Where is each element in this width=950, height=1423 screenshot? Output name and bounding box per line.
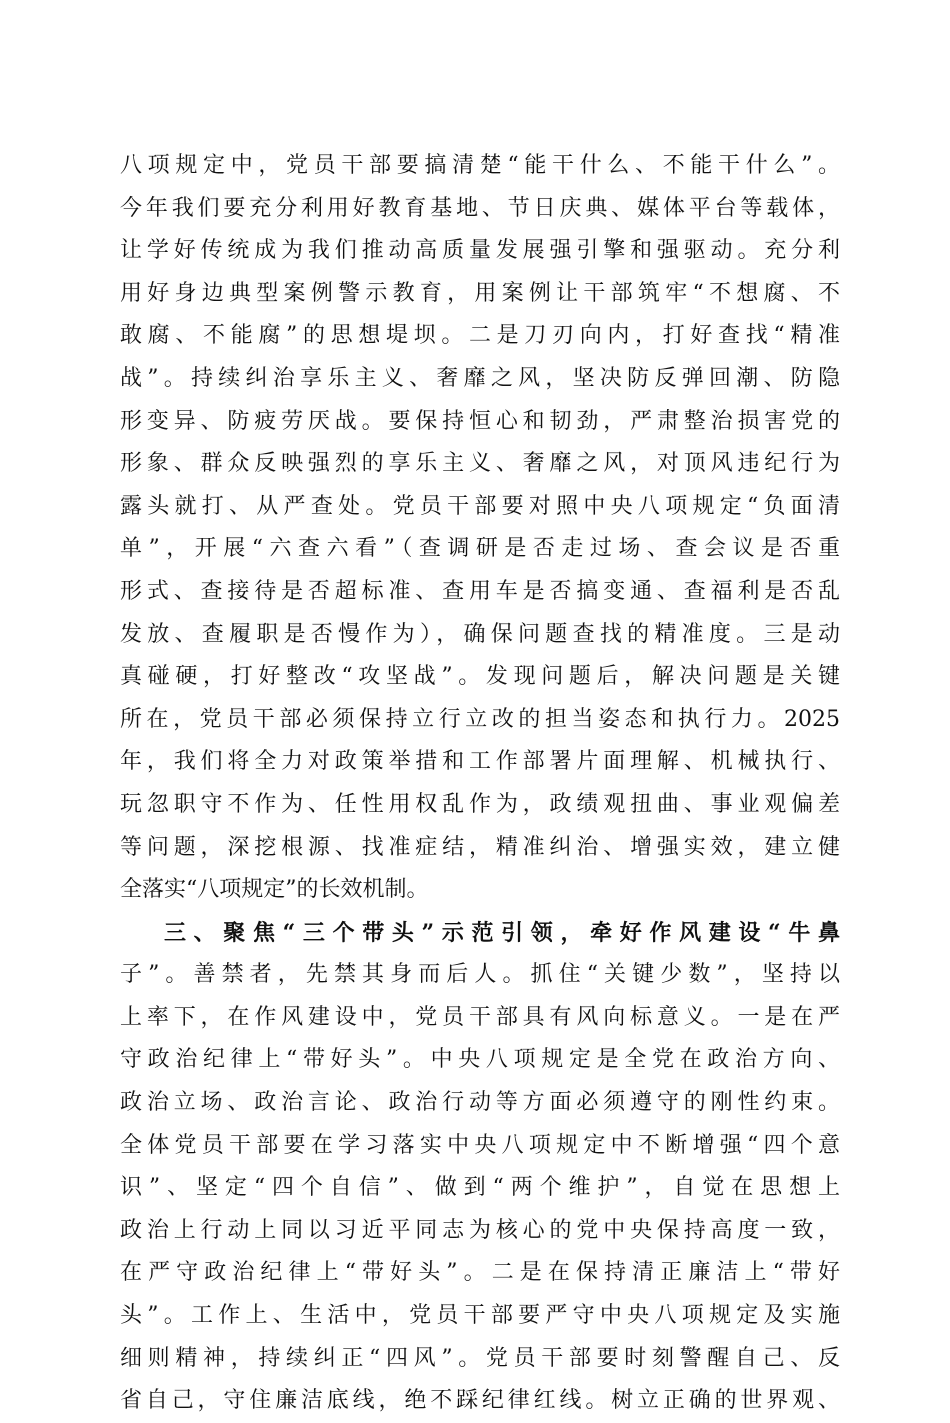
- text-line: 所在，党员干部必须保持立行立改的担当姿态和执行力。2025: [120, 706, 840, 732]
- text-line: 等问题，深挖根源、找准症结，精准纠治、增强实效，建立健: [120, 834, 840, 860]
- text-line: 识”、坚定“四个自信”、做到“两个维护”，自觉在思想上: [120, 1175, 840, 1201]
- text-line: 用好身边典型案例警示教育，用案例让干部筑牢“不想腐、不: [120, 280, 840, 306]
- text-line: 形变异、防疲劳厌战。要保持恒心和韧劲，严肃整治损害党的: [120, 408, 840, 434]
- text-line: 形式、查接待是否超标准、查用车是否搞变通、查福利是否乱: [120, 578, 840, 604]
- text-line: 守政治纪律上“带好头”。中央八项规定是全党在政治方向、: [120, 1047, 840, 1073]
- document-body: [120, 145, 840, 1423]
- text-line: 今年我们要充分利用好教育基地、节日庆典、媒体平台等载体，: [120, 195, 840, 221]
- text-line: 子”。善禁者，先禁其身而后人。抓住“关键少数”，坚持以: [120, 962, 840, 988]
- text-line: 上率下，在作风建设中，党员干部具有风向标意义。一是在严: [120, 1004, 840, 1030]
- text-line: 在严守政治纪律上“带好头”。二是在保持清正廉洁上“带好: [120, 1260, 840, 1286]
- text-line: 省自己，守住廉洁底线，绝不踩纪律红线。树立正确的世界观、: [120, 1388, 840, 1414]
- text-line: 细则精神，持续纠正“四风”。党员干部要时刻警醒自己、反: [120, 1345, 840, 1371]
- text-line: 形象、群众反映强烈的享乐主义、奢靡之风，对顶风违纪行为: [120, 451, 840, 477]
- text-line: 年，我们将全力对政策举措和工作部署片面理解、机械执行、: [120, 749, 840, 775]
- text-line: 让学好传统成为我们推动高质量发展强引擎和强驱动。充分利: [120, 238, 840, 264]
- text-line: 头”。工作上、生活中，党员干部要严守中央八项规定及实施: [120, 1303, 840, 1329]
- text-line: 政治立场、政治言论、政治行动等方面必须遵守的刚性约束。: [120, 1090, 840, 1116]
- section-heading: 三、聚焦“三个带头”示范引领，牵好作风建设“牛鼻: [164, 919, 840, 946]
- text-line: 全体党员干部要在学习落实中央八项规定中不断增强“四个意: [120, 1132, 840, 1158]
- text-line: 真碰硬，打好整改“攻坚战”。发现问题后，解决问题是关键: [120, 664, 840, 690]
- text-line: 全落实“八项规定”的长效机制。: [120, 877, 429, 903]
- text-line: 八项规定中，党员干部要搞清楚“能干什么、不能干什么”。: [120, 153, 840, 178]
- text-line: 露头就打、从严查处。党员干部要对照中央八项规定“负面清: [120, 493, 840, 519]
- text-line: 战”。持续纠治享乐主义、奢靡之风，坚决防反弹回潮、防隐: [120, 365, 840, 391]
- text-line: 发放、查履职是否慢作为），确保问题查找的精准度。三是动: [120, 621, 840, 647]
- text-line: 敢腐、不能腐”的思想堤坝。二是刀刃向内，打好查找“精准: [120, 323, 840, 349]
- text-line: 玩忽职守不作为、任性用权乱作为，政绩观扭曲、事业观偏差: [120, 791, 840, 817]
- text-line: 政治上行动上同以习近平同志为核心的党中央保持高度一致，: [120, 1217, 840, 1243]
- text-line: 单”，开展“六查六看”（查调研是否走过场、查会议是否重: [120, 536, 840, 562]
